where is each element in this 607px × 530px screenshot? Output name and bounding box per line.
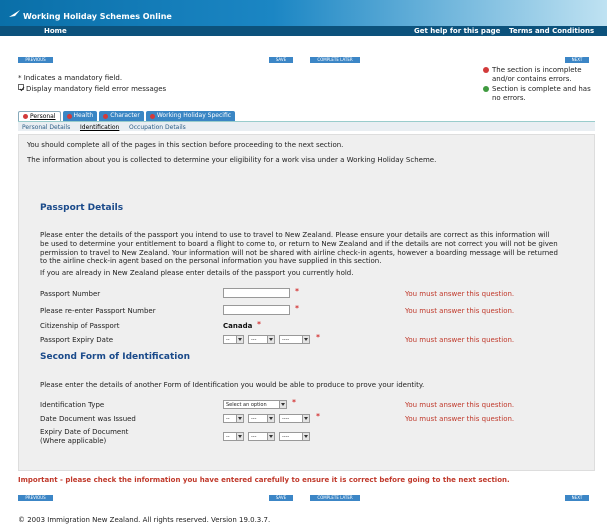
previous-button-bottom[interactable]: PREVIOUS — [18, 495, 53, 501]
required-mark: * — [295, 287, 299, 296]
citizenship-label: Citizenship of Passport — [40, 322, 120, 330]
chevron-down-icon — [302, 336, 309, 343]
chevron-down-icon — [236, 415, 243, 422]
chevron-down-icon — [302, 433, 309, 440]
fern-logo-icon — [9, 10, 20, 18]
tab-personal[interactable]: Personal — [18, 111, 61, 121]
passport-number-input[interactable] — [223, 288, 290, 298]
doc-expiry-day-select[interactable]: -- — [223, 432, 244, 441]
issued-day-select[interactable]: -- — [223, 414, 244, 423]
second-id-heading: Second Form of Identification — [40, 352, 190, 362]
nav-terms-link[interactable]: Terms and Conditions — [509, 27, 595, 35]
issued-year-select[interactable]: ---- — [279, 414, 310, 423]
passport-expiry-error: You must answer this question. — [405, 336, 515, 344]
complete-later-button-top[interactable]: COMPLETE LATER — [310, 57, 360, 63]
complete-later-button-bottom[interactable]: COMPLETE LATER — [310, 495, 360, 501]
issued-date-error: You must answer this question. — [405, 415, 515, 423]
issued-month-select[interactable]: --- — [248, 414, 275, 423]
passport-reenter-label: Please re-enter Passport Number — [40, 307, 156, 315]
subtab-identification[interactable]: Identification — [80, 124, 120, 131]
doc-expiry-label: Expiry Date of Document (Where applicable) — [40, 428, 129, 445]
app-title: Working Holiday Schemes Online — [23, 12, 172, 21]
incomplete-legend-text: The section is incomplete and/or contains errors. — [492, 66, 582, 83]
legend-right — [483, 66, 593, 104]
incomplete-status-icon — [483, 67, 489, 73]
previous-button-top[interactable]: PREVIOUS — [18, 57, 53, 63]
mandatory-note: * Indicates a mandatory field. — [18, 74, 123, 82]
tab-character[interactable]: Character — [99, 111, 144, 121]
subtab-personal-details[interactable]: Personal Details — [22, 124, 71, 131]
display-errors-checkbox[interactable] — [18, 84, 24, 90]
issued-date-label: Date Document was Issued — [40, 415, 136, 423]
next-button-bottom[interactable]: NEXT — [565, 495, 589, 501]
legend-left — [18, 73, 166, 95]
id-type-label: Identification Type — [40, 401, 105, 409]
required-mark: * — [295, 304, 299, 313]
passport-reenter-error: You must answer this question. — [405, 307, 515, 315]
section-tabs — [18, 111, 237, 121]
next-button-top[interactable]: NEXT — [565, 57, 589, 63]
nav-help-link[interactable]: Get help for this page — [414, 27, 501, 35]
nav-bar — [0, 26, 607, 36]
complete-legend-text: Section is complete and has no errors. — [492, 85, 591, 102]
important-notice: Important - please check the information you have entered carefully to ensure it is correct before going to the next section. — [18, 476, 510, 484]
incomplete-status-icon — [23, 114, 28, 119]
check-icon — [19, 86, 25, 92]
display-errors-option[interactable] — [18, 84, 166, 95]
passport-reenter-input[interactable] — [223, 305, 290, 315]
top-banner — [0, 0, 607, 26]
required-mark: * — [316, 333, 320, 342]
id-type-select[interactable]: Select an option — [223, 400, 287, 409]
passport-expiry-day-select[interactable]: -- — [223, 335, 244, 344]
passport-expiry-month-select[interactable]: --- — [248, 335, 275, 344]
intro-line-2: The information about you is collected to determine your eligibility for a work visa under a Working Holiday Scheme. — [27, 156, 437, 164]
chevron-down-icon — [267, 336, 274, 343]
doc-expiry-month-select[interactable]: --- — [248, 432, 275, 441]
passport-note-paragraph: If you are already in New Zealand please enter details of the passport you currently hold. — [40, 269, 354, 277]
passport-expiry-year-select[interactable]: ---- — [279, 335, 310, 344]
chevron-down-icon — [267, 415, 274, 422]
incomplete-status-icon — [103, 114, 108, 119]
copyright-footer: © 2003 Immigration New Zealand. All rights reserved. Version 19.0.3.7. — [18, 516, 271, 524]
required-mark: * — [316, 412, 320, 421]
chevron-down-icon — [267, 433, 274, 440]
passport-expiry-label: Passport Expiry Date — [40, 336, 113, 344]
display-errors-label: Display mandatory field error messages — [26, 85, 167, 93]
complete-status-icon — [483, 86, 489, 92]
passport-number-error: You must answer this question. — [405, 290, 515, 298]
chevron-down-icon — [279, 401, 286, 408]
sub-tabs — [18, 121, 595, 131]
tab-working-holiday-specific[interactable]: Working Holiday Specific — [146, 111, 235, 121]
citizenship-value: Canada — [223, 322, 253, 330]
nav-home-link[interactable]: Home — [44, 27, 67, 35]
chevron-down-icon — [302, 415, 309, 422]
required-mark: * — [292, 398, 296, 407]
chevron-down-icon — [236, 433, 243, 440]
doc-expiry-year-select[interactable]: ---- — [279, 432, 310, 441]
save-button-top[interactable]: SAVE — [269, 57, 293, 63]
passport-heading: Passport Details — [40, 203, 124, 213]
subtab-occupation-details[interactable]: Occupation Details — [129, 124, 186, 131]
incomplete-status-icon — [150, 114, 155, 119]
required-mark: * — [257, 320, 261, 329]
passport-intro-paragraph: Please enter the details of the passport you intend to use to travel to New Zealand. Please ensure your details are correct as this information will be used to determine your entitlement to board a flight to come to, or return to New Zealand and if the details are not correct you will not be given permission to travel to New Zealand. Your information will not be shared with airline check-in agents, however a boarding message will be returned to the airline check-in agent based on the personal information you have supplied in this section. — [40, 231, 558, 266]
tab-health[interactable]: Health — [63, 111, 98, 121]
chevron-down-icon — [236, 336, 243, 343]
id-type-error: You must answer this question. — [405, 401, 515, 409]
passport-number-label: Passport Number — [40, 290, 101, 298]
second-id-paragraph: Please enter the details of another Form of Identification you would be able to produce to prove your identity. — [40, 381, 425, 389]
save-button-bottom[interactable]: SAVE — [269, 495, 293, 501]
intro-line-1: You should complete all of the pages in this section before proceeding to the next section. — [27, 141, 344, 149]
incomplete-status-icon — [67, 114, 72, 119]
